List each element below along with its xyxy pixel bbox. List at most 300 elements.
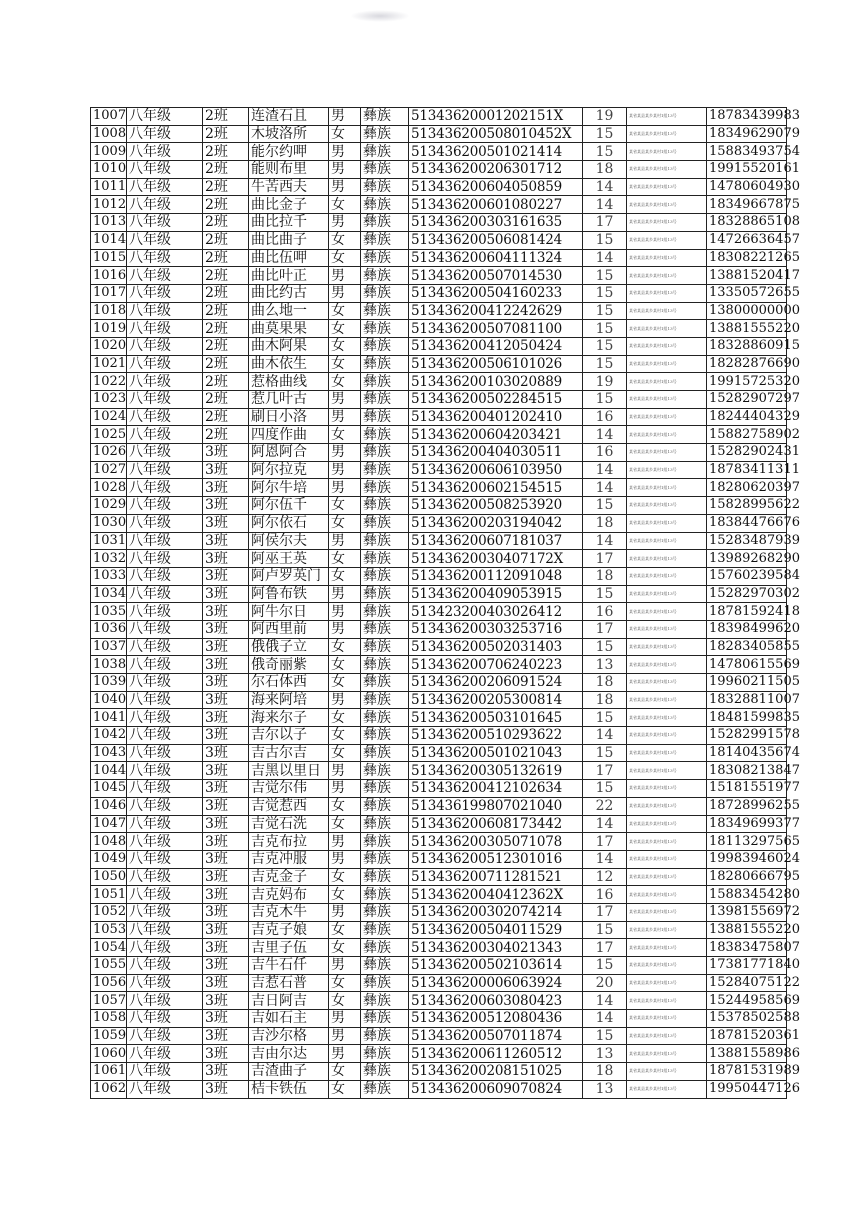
grade-cell: 八年级 xyxy=(127,550,203,568)
table-row xyxy=(91,656,787,674)
row-number: 1014 xyxy=(91,231,127,249)
class-cell: 2班 xyxy=(203,196,249,214)
grade-cell: 八年级 xyxy=(127,815,203,833)
student-name-cell: 牛苦西夫 xyxy=(249,178,329,196)
ethnicity-cell: 彝族 xyxy=(361,674,409,692)
ethnicity-cell: 彝族 xyxy=(361,886,409,904)
row-number: 1016 xyxy=(91,267,127,285)
student-name-cell: 吉如石主 xyxy=(249,1010,329,1028)
class-cell: 2班 xyxy=(203,108,249,126)
ethnicity-cell: 彝族 xyxy=(361,585,409,603)
age-cell: 18 xyxy=(583,161,627,179)
id-number-cell: 513436200112091048 xyxy=(409,567,583,585)
student-name-cell: 阿侯尔夫 xyxy=(249,532,329,550)
address-cell: 某省某县某乡某村1组13号 xyxy=(627,320,707,338)
ethnicity-cell: 彝族 xyxy=(361,408,409,426)
age-cell: 17 xyxy=(583,620,627,638)
gender-cell: 男 xyxy=(329,391,361,409)
grade-cell: 八年级 xyxy=(127,567,203,585)
table-row xyxy=(91,408,787,426)
address-cell: 某省某县某乡某村1组13号 xyxy=(627,833,707,851)
gender-cell: 男 xyxy=(329,214,361,232)
grade-cell: 八年级 xyxy=(127,161,203,179)
grade-cell: 八年级 xyxy=(127,108,203,126)
table-row xyxy=(91,709,787,727)
gender-cell: 女 xyxy=(329,815,361,833)
table-row xyxy=(91,868,787,886)
address-cell: 某省某县某乡某村1组13号 xyxy=(627,1010,707,1028)
address-cell: 某省某县某乡某村1组13号 xyxy=(627,302,707,320)
row-number: 1021 xyxy=(91,355,127,373)
class-cell: 2班 xyxy=(203,284,249,302)
row-number: 1051 xyxy=(91,886,127,904)
gender-cell: 男 xyxy=(329,479,361,497)
ethnicity-cell: 彝族 xyxy=(361,833,409,851)
id-number-cell: 513436200412050424 xyxy=(409,337,583,355)
age-cell: 15 xyxy=(583,744,627,762)
ethnicity-cell: 彝族 xyxy=(361,391,409,409)
row-number: 1026 xyxy=(91,444,127,462)
ethnicity-cell: 彝族 xyxy=(361,461,409,479)
row-number: 1062 xyxy=(91,1080,127,1098)
age-cell: 15 xyxy=(583,780,627,798)
ethnicity-cell: 彝族 xyxy=(361,567,409,585)
id-number-cell: 513436200507011874 xyxy=(409,1027,583,1045)
table-row xyxy=(91,1080,787,1098)
ethnicity-cell: 彝族 xyxy=(361,550,409,568)
student-name-cell: 海来尔子 xyxy=(249,709,329,727)
class-cell: 2班 xyxy=(203,355,249,373)
phone-cell: 14780604930 xyxy=(707,178,787,196)
address-cell: 某省某县某乡某村1组13号 xyxy=(627,461,707,479)
id-number-cell: 513436200203194042 xyxy=(409,514,583,532)
address-cell: 某省某县某乡某村1组13号 xyxy=(627,974,707,992)
gender-cell: 女 xyxy=(329,797,361,815)
phone-cell: 13989268290 xyxy=(707,550,787,568)
grade-cell: 八年级 xyxy=(127,337,203,355)
class-cell: 2班 xyxy=(203,161,249,179)
address-cell: 某省某县某乡某村1组13号 xyxy=(627,744,707,762)
class-cell: 3班 xyxy=(203,691,249,709)
class-cell: 2班 xyxy=(203,320,249,338)
id-number-cell: 513436200504011529 xyxy=(409,921,583,939)
gender-cell: 女 xyxy=(329,196,361,214)
gender-cell: 男 xyxy=(329,1027,361,1045)
row-number: 1055 xyxy=(91,957,127,975)
row-number: 1036 xyxy=(91,620,127,638)
id-number-cell: 513436200412102634 xyxy=(409,780,583,798)
class-cell: 3班 xyxy=(203,1063,249,1081)
address-cell: 某省某县某乡某村1组13号 xyxy=(627,196,707,214)
phone-cell: 18328811007 xyxy=(707,691,787,709)
age-cell: 15 xyxy=(583,284,627,302)
table-row xyxy=(91,638,787,656)
gender-cell: 男 xyxy=(329,161,361,179)
row-number: 1012 xyxy=(91,196,127,214)
table-row xyxy=(91,585,787,603)
ethnicity-cell: 彝族 xyxy=(361,426,409,444)
table-row xyxy=(91,284,787,302)
student-name-cell: 阿尔拉克 xyxy=(249,461,329,479)
student-name-cell: 曲比金子 xyxy=(249,196,329,214)
table-row xyxy=(91,939,787,957)
table-row xyxy=(91,992,787,1010)
ethnicity-cell: 彝族 xyxy=(361,656,409,674)
student-name-cell: 曲莫果果 xyxy=(249,320,329,338)
row-number: 1057 xyxy=(91,992,127,1010)
table-row xyxy=(91,815,787,833)
phone-cell: 18328860915 xyxy=(707,337,787,355)
address-cell: 某省某县某乡某村1组13号 xyxy=(627,850,707,868)
id-number-cell: 513436200502284515 xyxy=(409,391,583,409)
address-cell: 某省某县某乡某村1组13号 xyxy=(627,178,707,196)
row-number: 1025 xyxy=(91,426,127,444)
gender-cell: 女 xyxy=(329,974,361,992)
class-cell: 3班 xyxy=(203,815,249,833)
address-cell: 某省某县某乡某村1组13号 xyxy=(627,868,707,886)
phone-cell: 15883454280 xyxy=(707,886,787,904)
ethnicity-cell: 彝族 xyxy=(361,320,409,338)
student-name-cell: 吉惹石普 xyxy=(249,974,329,992)
ethnicity-cell: 彝族 xyxy=(361,143,409,161)
table-row xyxy=(91,850,787,868)
class-cell: 2班 xyxy=(203,302,249,320)
phone-cell: 15760239584 xyxy=(707,567,787,585)
scan-smudge xyxy=(350,10,410,22)
gender-cell: 女 xyxy=(329,514,361,532)
table-row xyxy=(91,355,787,373)
phone-cell: 18783439983 xyxy=(707,108,787,126)
age-cell: 19 xyxy=(583,108,627,126)
address-cell: 某省某县某乡某村1组13号 xyxy=(627,691,707,709)
student-name-cell: 吉克冲服 xyxy=(249,850,329,868)
phone-cell: 17381771840 xyxy=(707,957,787,975)
ethnicity-cell: 彝族 xyxy=(361,815,409,833)
grade-cell: 八年级 xyxy=(127,532,203,550)
gender-cell: 女 xyxy=(329,497,361,515)
ethnicity-cell: 彝族 xyxy=(361,249,409,267)
gender-cell: 女 xyxy=(329,886,361,904)
age-cell: 14 xyxy=(583,992,627,1010)
address-cell: 某省某县某乡某村1组13号 xyxy=(627,231,707,249)
class-cell: 2班 xyxy=(203,125,249,143)
class-cell: 3班 xyxy=(203,550,249,568)
address-cell: 某省某县某乡某村1组13号 xyxy=(627,780,707,798)
age-cell: 15 xyxy=(583,267,627,285)
student-name-cell: 曲比伍呷 xyxy=(249,249,329,267)
student-name-cell: 阿牛尔日 xyxy=(249,603,329,621)
student-name-cell: 吉渣曲子 xyxy=(249,1063,329,1081)
class-cell: 3班 xyxy=(203,1027,249,1045)
address-cell: 某省某县某乡某村1组13号 xyxy=(627,957,707,975)
student-name-cell: 阿尔依石 xyxy=(249,514,329,532)
grade-cell: 八年级 xyxy=(127,957,203,975)
address-cell: 某省某县某乡某村1组13号 xyxy=(627,373,707,391)
row-number: 1011 xyxy=(91,178,127,196)
grade-cell: 八年级 xyxy=(127,974,203,992)
class-cell: 3班 xyxy=(203,638,249,656)
row-number: 1022 xyxy=(91,373,127,391)
ethnicity-cell: 彝族 xyxy=(361,267,409,285)
ethnicity-cell: 彝族 xyxy=(361,744,409,762)
row-number: 1017 xyxy=(91,284,127,302)
grade-cell: 八年级 xyxy=(127,585,203,603)
id-number-cell: 513436200508253920 xyxy=(409,497,583,515)
phone-cell: 15282907297 xyxy=(707,391,787,409)
grade-cell: 八年级 xyxy=(127,727,203,745)
gender-cell: 女 xyxy=(329,125,361,143)
table-row xyxy=(91,1010,787,1028)
class-cell: 3班 xyxy=(203,532,249,550)
id-number-cell: 513436200503101645 xyxy=(409,709,583,727)
row-number: 1009 xyxy=(91,143,127,161)
phone-cell: 18383475807 xyxy=(707,939,787,957)
row-number: 1050 xyxy=(91,868,127,886)
table-row xyxy=(91,514,787,532)
table-row xyxy=(91,231,787,249)
phone-cell: 13881520417 xyxy=(707,267,787,285)
grade-cell: 八年级 xyxy=(127,1027,203,1045)
gender-cell: 女 xyxy=(329,992,361,1010)
address-cell: 某省某县某乡某村1组13号 xyxy=(627,1027,707,1045)
age-cell: 18 xyxy=(583,514,627,532)
phone-cell: 14726636457 xyxy=(707,231,787,249)
grade-cell: 八年级 xyxy=(127,125,203,143)
gender-cell: 男 xyxy=(329,691,361,709)
ethnicity-cell: 彝族 xyxy=(361,1027,409,1045)
ethnicity-cell: 彝族 xyxy=(361,709,409,727)
class-cell: 3班 xyxy=(203,762,249,780)
class-cell: 3班 xyxy=(203,727,249,745)
student-name-cell: 吉尔以子 xyxy=(249,727,329,745)
phone-cell: 18783411311 xyxy=(707,461,787,479)
table-row xyxy=(91,161,787,179)
address-cell: 某省某县某乡某村1组13号 xyxy=(627,125,707,143)
age-cell: 17 xyxy=(583,903,627,921)
class-cell: 3班 xyxy=(203,656,249,674)
table-row xyxy=(91,974,787,992)
address-cell: 某省某县某乡某村1组13号 xyxy=(627,514,707,532)
row-number: 1029 xyxy=(91,497,127,515)
student-name-cell: 尔石体西 xyxy=(249,674,329,692)
student-name-cell: 桔卡铁伍 xyxy=(249,1080,329,1098)
gender-cell: 女 xyxy=(329,638,361,656)
row-number: 1040 xyxy=(91,691,127,709)
student-name-cell: 吉克金子 xyxy=(249,868,329,886)
row-number: 1042 xyxy=(91,727,127,745)
gender-cell: 女 xyxy=(329,249,361,267)
grade-cell: 八年级 xyxy=(127,178,203,196)
gender-cell: 男 xyxy=(329,585,361,603)
row-number: 1054 xyxy=(91,939,127,957)
id-number-cell: 513436200607181037 xyxy=(409,532,583,550)
row-number: 1041 xyxy=(91,709,127,727)
gender-cell: 女 xyxy=(329,355,361,373)
phone-cell: 15244958569 xyxy=(707,992,787,1010)
table-row xyxy=(91,108,787,126)
phone-cell: 18781520361 xyxy=(707,1027,787,1045)
table-row xyxy=(91,426,787,444)
gender-cell: 女 xyxy=(329,656,361,674)
age-cell: 15 xyxy=(583,231,627,249)
class-cell: 3班 xyxy=(203,674,249,692)
address-cell: 某省某县某乡某村1组13号 xyxy=(627,479,707,497)
id-number-cell: 513436200501021414 xyxy=(409,143,583,161)
row-number: 1039 xyxy=(91,674,127,692)
grade-cell: 八年级 xyxy=(127,196,203,214)
row-number: 1038 xyxy=(91,656,127,674)
ethnicity-cell: 彝族 xyxy=(361,780,409,798)
student-name-cell: 曲比约古 xyxy=(249,284,329,302)
id-number-cell: 513436200205300814 xyxy=(409,691,583,709)
ethnicity-cell: 彝族 xyxy=(361,727,409,745)
ethnicity-cell: 彝族 xyxy=(361,231,409,249)
class-cell: 3班 xyxy=(203,780,249,798)
address-cell: 某省某县某乡某村1组13号 xyxy=(627,408,707,426)
id-number-cell: 513436200706240223 xyxy=(409,656,583,674)
age-cell: 15 xyxy=(583,709,627,727)
row-number: 1058 xyxy=(91,1010,127,1028)
grade-cell: 八年级 xyxy=(127,355,203,373)
id-number-cell: 51343620001202151X xyxy=(409,108,583,126)
phone-cell: 18244404329 xyxy=(707,408,787,426)
id-number-cell: 513436200606103950 xyxy=(409,461,583,479)
phone-cell: 13881555220 xyxy=(707,320,787,338)
table-row xyxy=(91,762,787,780)
phone-cell: 18398499620 xyxy=(707,620,787,638)
grade-cell: 八年级 xyxy=(127,656,203,674)
gender-cell: 男 xyxy=(329,903,361,921)
phone-cell: 18328865108 xyxy=(707,214,787,232)
grade-cell: 八年级 xyxy=(127,231,203,249)
ethnicity-cell: 彝族 xyxy=(361,514,409,532)
row-number: 1053 xyxy=(91,921,127,939)
grade-cell: 八年级 xyxy=(127,391,203,409)
id-number-cell: 513436200508010452X xyxy=(409,125,583,143)
class-cell: 2班 xyxy=(203,391,249,409)
student-name-cell: 木坡洛所 xyxy=(249,125,329,143)
age-cell: 15 xyxy=(583,391,627,409)
table-row xyxy=(91,957,787,975)
id-number-cell: 51343620040412362X xyxy=(409,886,583,904)
id-number-cell: 51343620030407172X xyxy=(409,550,583,568)
phone-cell: 18113297565 xyxy=(707,833,787,851)
age-cell: 18 xyxy=(583,674,627,692)
ethnicity-cell: 彝族 xyxy=(361,108,409,126)
class-cell: 3班 xyxy=(203,1010,249,1028)
id-number-cell: 513436200305071078 xyxy=(409,833,583,851)
age-cell: 13 xyxy=(583,1045,627,1063)
row-number: 1020 xyxy=(91,337,127,355)
row-number: 1015 xyxy=(91,249,127,267)
address-cell: 某省某县某乡某村1组13号 xyxy=(627,249,707,267)
grade-cell: 八年级 xyxy=(127,886,203,904)
grade-cell: 八年级 xyxy=(127,249,203,267)
student-name-cell: 曲木依生 xyxy=(249,355,329,373)
id-number-cell: 513436200409053915 xyxy=(409,585,583,603)
id-number-cell: 513436200412242629 xyxy=(409,302,583,320)
student-name-cell: 曲比拉千 xyxy=(249,214,329,232)
id-number-cell: 513436200604203421 xyxy=(409,426,583,444)
phone-cell: 18728996255 xyxy=(707,797,787,815)
student-name-cell: 吉觉尔伟 xyxy=(249,780,329,798)
row-number: 1023 xyxy=(91,391,127,409)
gender-cell: 男 xyxy=(329,408,361,426)
age-cell: 20 xyxy=(583,974,627,992)
student-name-cell: 曲比叶正 xyxy=(249,267,329,285)
age-cell: 15 xyxy=(583,355,627,373)
id-number-cell: 513436199807021040 xyxy=(409,797,583,815)
id-number-cell: 513436200303161635 xyxy=(409,214,583,232)
table-row xyxy=(91,603,787,621)
phone-cell: 18349629079 xyxy=(707,125,787,143)
phone-cell: 18349667875 xyxy=(707,196,787,214)
id-number-cell: 513436200006063924 xyxy=(409,974,583,992)
id-number-cell: 513436200501021043 xyxy=(409,744,583,762)
phone-cell: 18308213847 xyxy=(707,762,787,780)
ethnicity-cell: 彝族 xyxy=(361,691,409,709)
age-cell: 14 xyxy=(583,249,627,267)
age-cell: 13 xyxy=(583,1080,627,1098)
id-number-cell: 513436200604111324 xyxy=(409,249,583,267)
phone-cell: 19960211505 xyxy=(707,674,787,692)
grade-cell: 八年级 xyxy=(127,408,203,426)
table-row xyxy=(91,567,787,585)
age-cell: 14 xyxy=(583,426,627,444)
gender-cell: 女 xyxy=(329,231,361,249)
row-number: 1045 xyxy=(91,780,127,798)
class-cell: 2班 xyxy=(203,214,249,232)
id-number-cell: 513436200711281521 xyxy=(409,868,583,886)
grade-cell: 八年级 xyxy=(127,1080,203,1098)
ethnicity-cell: 彝族 xyxy=(361,903,409,921)
age-cell: 15 xyxy=(583,638,627,656)
table-row xyxy=(91,497,787,515)
student-name-cell: 吉克布拉 xyxy=(249,833,329,851)
ethnicity-cell: 彝族 xyxy=(361,939,409,957)
class-cell: 3班 xyxy=(203,497,249,515)
grade-cell: 八年级 xyxy=(127,302,203,320)
id-number-cell: 513436200507081100 xyxy=(409,320,583,338)
student-name-cell: 惹几叶古 xyxy=(249,391,329,409)
class-cell: 3班 xyxy=(203,1045,249,1063)
id-number-cell: 513436200510293622 xyxy=(409,727,583,745)
grade-cell: 八年级 xyxy=(127,373,203,391)
age-cell: 15 xyxy=(583,1027,627,1045)
grade-cell: 八年级 xyxy=(127,426,203,444)
id-number-cell: 513436200601080227 xyxy=(409,196,583,214)
row-number: 1008 xyxy=(91,125,127,143)
address-cell: 某省某县某乡某村1组13号 xyxy=(627,585,707,603)
age-cell: 14 xyxy=(583,815,627,833)
phone-cell: 19950447126 xyxy=(707,1080,787,1098)
row-number: 1060 xyxy=(91,1045,127,1063)
class-cell: 2班 xyxy=(203,249,249,267)
class-cell: 3班 xyxy=(203,585,249,603)
table-row xyxy=(91,532,787,550)
student-name-cell: 阿西里前 xyxy=(249,620,329,638)
age-cell: 15 xyxy=(583,302,627,320)
phone-cell: 19983946024 xyxy=(707,850,787,868)
address-cell: 某省某县某乡某村1组13号 xyxy=(627,161,707,179)
table-row xyxy=(91,797,787,815)
address-cell: 某省某县某乡某村1组13号 xyxy=(627,444,707,462)
id-number-cell: 513436200604050859 xyxy=(409,178,583,196)
class-cell: 2班 xyxy=(203,231,249,249)
grade-cell: 八年级 xyxy=(127,620,203,638)
age-cell: 19 xyxy=(583,373,627,391)
grade-cell: 八年级 xyxy=(127,284,203,302)
